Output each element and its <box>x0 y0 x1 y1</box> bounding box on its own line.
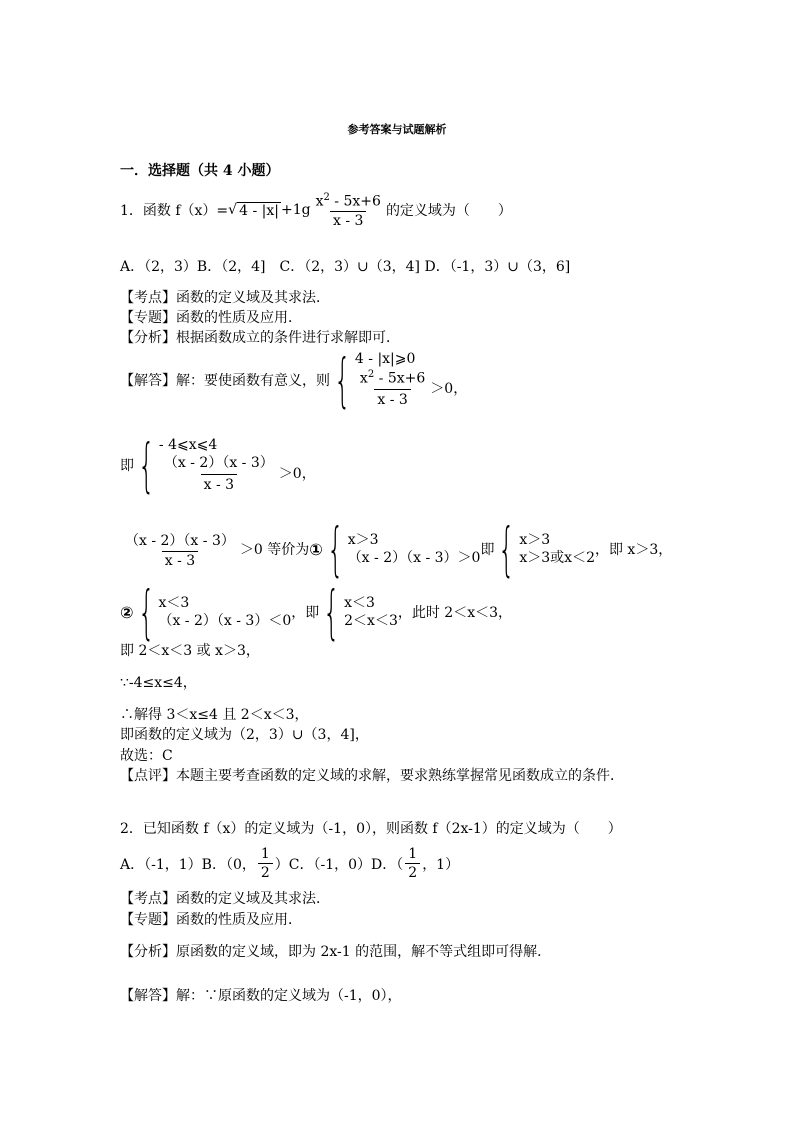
q1-frac-den: x - 3 <box>330 211 366 229</box>
brace-icon: { <box>137 578 155 646</box>
eq-frac-num: （x - 2）（x - 3） <box>125 532 235 549</box>
q1-frac-rest: - 5x+6 <box>329 193 381 210</box>
zhuanti-text: 函数的性质及应用． <box>176 912 302 928</box>
q1-jieda <box>120 345 468 414</box>
q1-dianping <box>120 765 624 785</box>
q1-sqrt-radicand: 4 - |x| <box>239 202 279 219</box>
zhuanti-text: 函数的性质及应用． <box>176 310 302 326</box>
q2-frac-b <box>258 846 273 881</box>
sys2-comma: ， <box>301 466 316 482</box>
brace-icon: { <box>138 431 155 499</box>
c1-line2: （x - 2）（x - 3）＞0 <box>347 550 481 566</box>
case-2-result-system <box>344 594 398 630</box>
q1-stem-suffix: 的定义域为（ ） <box>385 203 512 220</box>
sqrt-sign: √ <box>228 202 238 219</box>
q2-frac-d-den: 2 <box>405 863 420 881</box>
sys2-fraction <box>161 454 277 493</box>
zhuanti-tag: 【专题】 <box>120 912 176 928</box>
q2-zhuanti <box>120 909 302 929</box>
kaodian-text: 函数的定义域及其求法． <box>176 290 330 306</box>
sys1-frac-sup: 2 <box>367 369 375 381</box>
line-because: ∵-4≤x≤4， <box>120 675 197 691</box>
q1-stem <box>120 192 512 229</box>
c1-line1: x＞3 <box>347 531 379 548</box>
eq-frac-den: x - 3 <box>162 551 198 569</box>
kaodian-tag: 【考点】 <box>120 891 176 907</box>
c1-result: ，即 x＞3， <box>594 542 673 558</box>
q2-opt-end: ，1） <box>422 856 460 873</box>
brace-icon: { <box>498 515 516 583</box>
q1-lg: +1g <box>280 202 311 219</box>
c1-ji: 即 <box>480 542 495 558</box>
eq-text: ＞0 等价为 <box>239 542 310 558</box>
q1-kaodian <box>120 287 330 307</box>
jieda-tag: 【解答】 <box>120 372 176 389</box>
q2-frac-d-num: 1 <box>408 846 418 862</box>
fenxi-text: 原函数的定义域，即为 2x-1 的范围，解不等式组即可得解． <box>176 944 552 960</box>
sys1-frac-den: x - 3 <box>374 389 410 409</box>
q2-fenxi <box>120 941 551 961</box>
sys1-comma: ， <box>453 380 468 397</box>
q1-system-2-row <box>120 431 316 499</box>
case-1-system <box>348 531 481 567</box>
sys1-frac-rest: - 5x+6 <box>374 370 426 387</box>
sys2-gt: ＞0 <box>278 466 302 482</box>
fenxi-text: 根据函数成立的条件进行求解即可． <box>176 330 400 346</box>
q2-stem: 2．已知函数 f（x）的定义域为（-1，0），则函数 f（2x-1）的定义域为（ ） <box>120 821 622 837</box>
q1-case-2-row <box>120 578 513 646</box>
c2-line1: x＜3 <box>158 594 190 611</box>
system-2 <box>159 436 316 494</box>
fenxi-tag: 【分析】 <box>120 944 176 960</box>
q1-frac-sup: 2 <box>323 192 330 203</box>
dianping-tag: 【点评】 <box>120 768 176 784</box>
fenxi-tag: 【分析】 <box>120 330 176 346</box>
c1r-line1: x＞3 <box>519 531 551 548</box>
c2r-line1: x＜3 <box>344 594 375 611</box>
q2-frac-b-den: 2 <box>258 863 273 881</box>
circle-2-icon: ② <box>120 602 134 622</box>
sys2-frac-num: （x - 2）（x - 3） <box>163 455 274 472</box>
q1-zhuanti <box>120 307 302 327</box>
jieda-intro: 解：要使函数有意义，则 <box>176 372 330 389</box>
kaodian-tag: 【考点】 <box>120 290 176 306</box>
ji-label: 即 <box>120 458 134 474</box>
sys1-line1: 4 - |x|⩾0 <box>354 351 416 367</box>
eq-fraction <box>122 530 238 569</box>
line-choice: 故选：C <box>120 748 173 764</box>
sys1-gt: ＞0 <box>430 380 454 397</box>
jieda-tag: 【解答】 <box>120 988 176 1004</box>
q1-fenxi <box>120 327 400 347</box>
brace-icon: { <box>334 345 351 414</box>
q2-frac-b-num: 1 <box>260 846 270 862</box>
section-heading: 一．选择题（共 4 小题） <box>120 163 280 179</box>
system-1 <box>355 350 467 409</box>
q2-jieda <box>120 985 402 1005</box>
q1-fraction <box>313 192 384 229</box>
q1-frac-x: x <box>315 193 324 210</box>
c2-result: ，此时 2＜x＜3， <box>397 605 513 621</box>
brace-icon: { <box>323 578 340 646</box>
jieda-text: 解：∵原函数的定义域为（-1，0）， <box>176 988 402 1004</box>
q2-opt-a: A．（-1，1）B．（0， <box>120 856 256 873</box>
line-therefore: ∴解得 3＜x≤4 且 2＜x＜3， <box>120 707 309 723</box>
q1-case-1-row <box>120 515 673 583</box>
case-2-system <box>158 594 291 630</box>
q1-options: A．（2，3）B．（2，4] C．（2，3）∪（3，4] D．（-1，3）∪（3，6] <box>120 259 571 275</box>
kaodian-text: 函数的定义域及其求法． <box>176 891 330 907</box>
sys1-fraction <box>357 368 428 409</box>
q2-kaodian <box>120 888 330 908</box>
line-domain: 即函数的定义域为（2，3）∪（3，4]， <box>120 727 369 743</box>
q2-options <box>120 846 459 881</box>
case-1-result-system <box>519 531 595 567</box>
q2-frac-d <box>405 846 420 881</box>
sys2-line1: - 4⩽x⩽4 <box>158 437 218 454</box>
c2r-line2: 2＜x＜3 <box>344 613 398 629</box>
c1r-line2: x＞3或x＜2 <box>519 550 595 566</box>
brace-icon: { <box>326 515 344 583</box>
q2-opt-mid: ）C．（-1，0）D．（ <box>274 856 404 873</box>
sys2-frac-den: x - 3 <box>201 474 237 494</box>
line-ji: 即 2＜x＜3 或 x＞3， <box>120 643 260 659</box>
circle-1-icon: ① <box>309 539 323 559</box>
c2-ji: ，即 <box>291 605 320 621</box>
dianping-text: 本题主要考查函数的定义域的求解，要求熟练掌握常见函数成立的条件． <box>176 768 624 784</box>
sys1-frac-x: x <box>359 370 368 387</box>
zhuanti-tag: 【专题】 <box>120 310 176 326</box>
document-title: 参考答案与试题解析 <box>347 123 447 136</box>
c2-line2: （x - 2）（x - 3）＜0 <box>158 613 292 629</box>
q1-stem-prefix: 1．函数 f（x）= <box>120 203 229 220</box>
